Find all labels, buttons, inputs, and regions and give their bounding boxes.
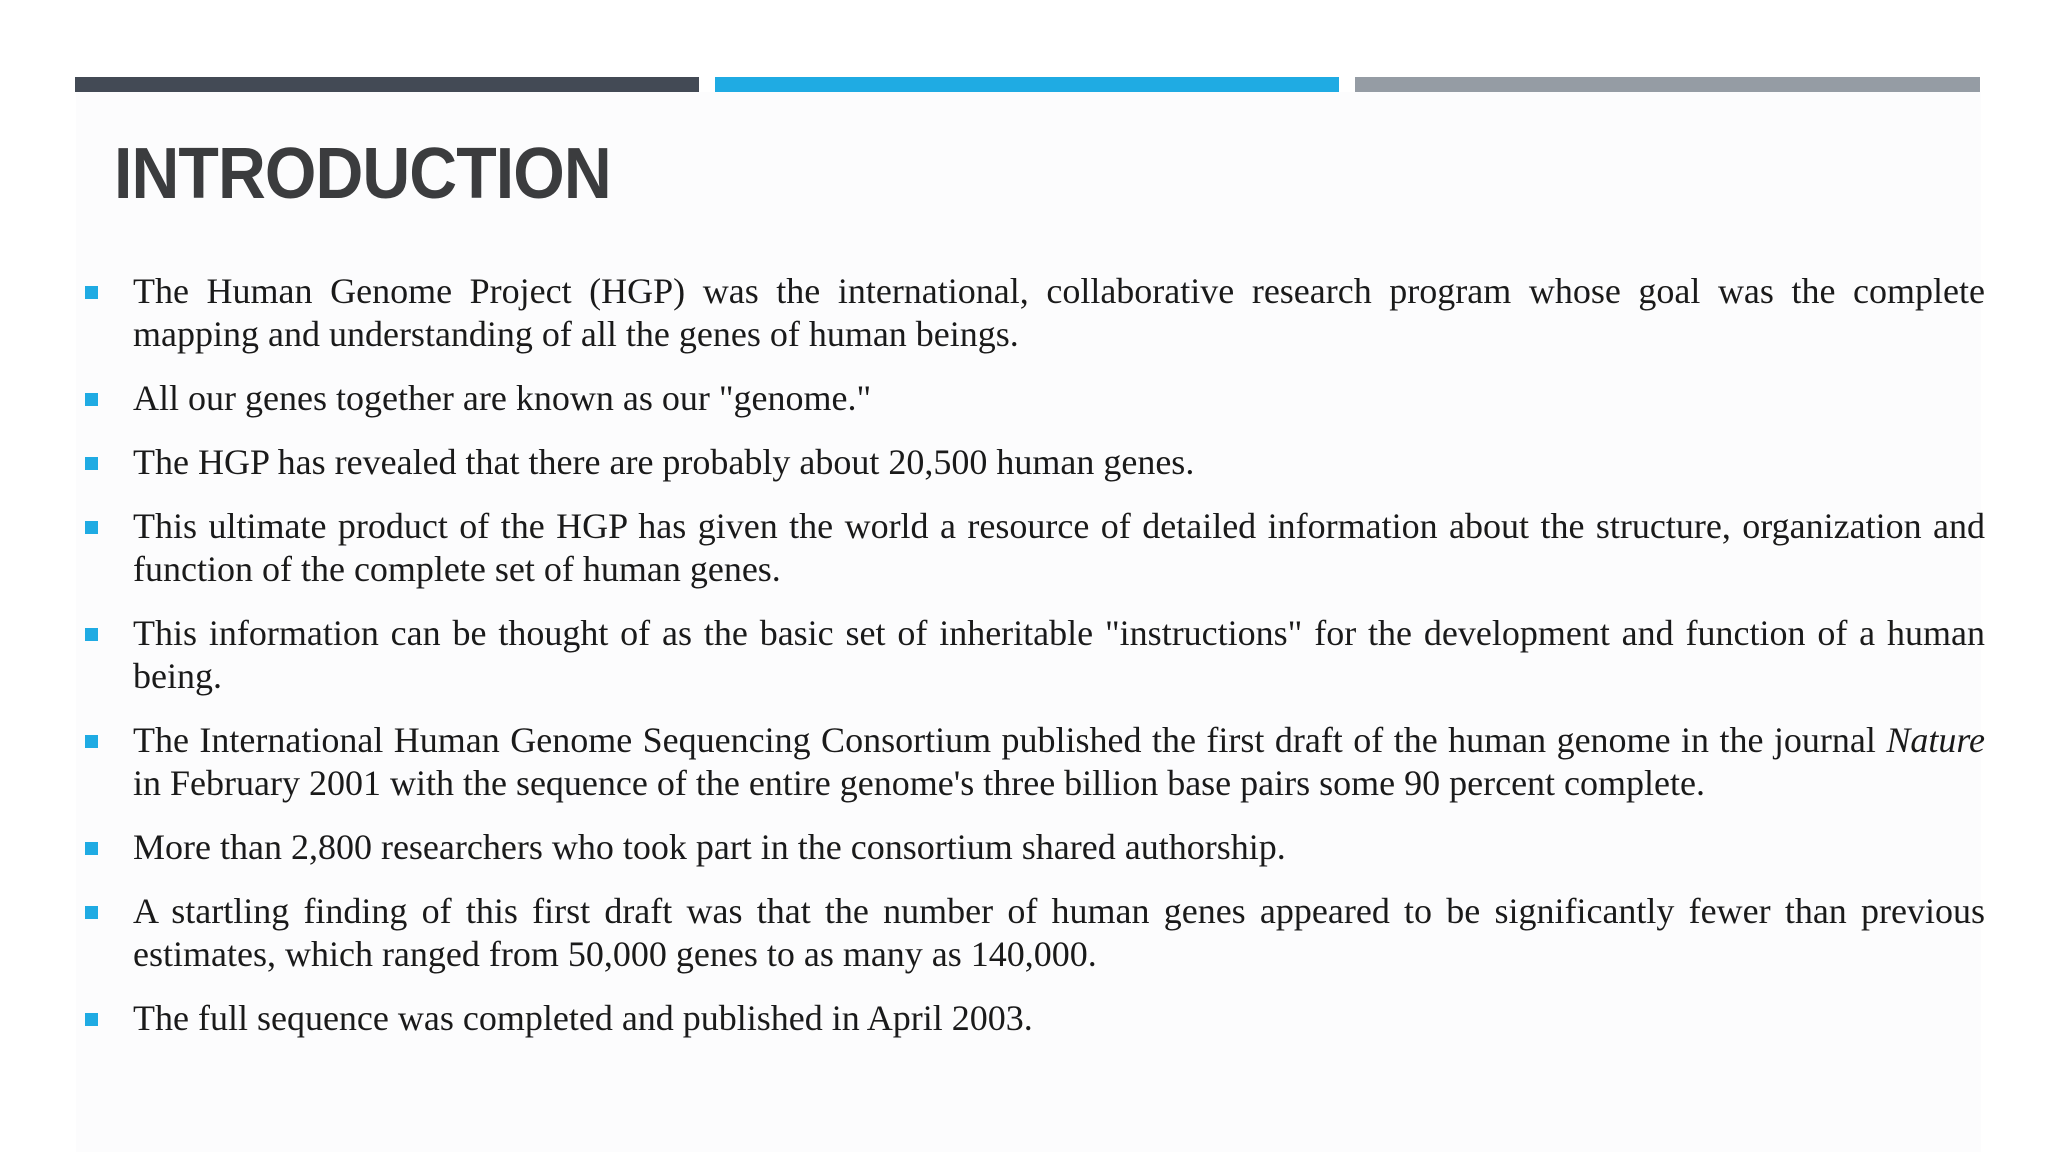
bullet-list: [0, 270, 2048, 1061]
bullet-item-3: [133, 441, 1985, 484]
bullet-text: This information can be thought of as the basic set of inheritable "instructions" for the development and function of a human being.: [133, 613, 1985, 696]
bullet-text-part: The International Human Genome Sequencing Consortium published the first draft of the human genome in the journal: [133, 720, 1887, 760]
bullet-text: The full sequence was completed and published in April 2003.: [133, 998, 1033, 1038]
bullet-item-9: [133, 997, 1985, 1040]
bullet-text: A startling finding of this first draft was that the number of human genes appeared to be significantly fewer than previous estimates, which ranged from 50,000 genes to as many as 140,000.: [133, 891, 1985, 974]
square-bullet-icon: [85, 286, 98, 299]
bullet-item-5: [133, 612, 1985, 698]
accent-bar-gray: [1355, 77, 1980, 92]
square-bullet-icon: [85, 1013, 98, 1026]
bullet-item-8: [133, 890, 1985, 976]
bullet-item-4: [133, 505, 1985, 591]
bullet-item-7: [133, 826, 1985, 869]
journal-name: Nature: [1886, 720, 1985, 760]
square-bullet-icon: [85, 842, 98, 855]
bullet-text-part: in February 2001 with the sequence of the entire genome's three billion base pairs some 90 percent complete.: [133, 763, 1705, 803]
bullet-text: The Human Genome Project (HGP) was the international, collaborative research program whose goal was the complete mapping and understanding of all the genes of human beings.: [133, 271, 1985, 354]
bullet-text: The HGP has revealed that there are probably about 20,500 human genes.: [133, 442, 1195, 482]
square-bullet-icon: [85, 906, 98, 919]
square-bullet-icon: [85, 457, 98, 470]
square-bullet-icon: [85, 735, 98, 748]
bullet-item-6: [133, 719, 1985, 805]
square-bullet-icon: [85, 628, 98, 641]
square-bullet-icon: [85, 521, 98, 534]
bullet-text: All our genes together are known as our "genome.": [133, 378, 872, 418]
accent-bar-blue: [715, 77, 1339, 92]
bullet-item-2: [133, 377, 1985, 420]
bullet-text: More than 2,800 researchers who took part in the consortium shared authorship.: [133, 827, 1286, 867]
slide-title: INTRODUCTION: [114, 134, 611, 214]
square-bullet-icon: [85, 393, 98, 406]
bullet-item-1: [133, 270, 1985, 356]
bullet-text: This ultimate product of the HGP has given the world a resource of detailed information about the structure, organization and function of the complete set of human genes.: [133, 506, 1985, 589]
accent-bar-dark: [75, 77, 699, 92]
